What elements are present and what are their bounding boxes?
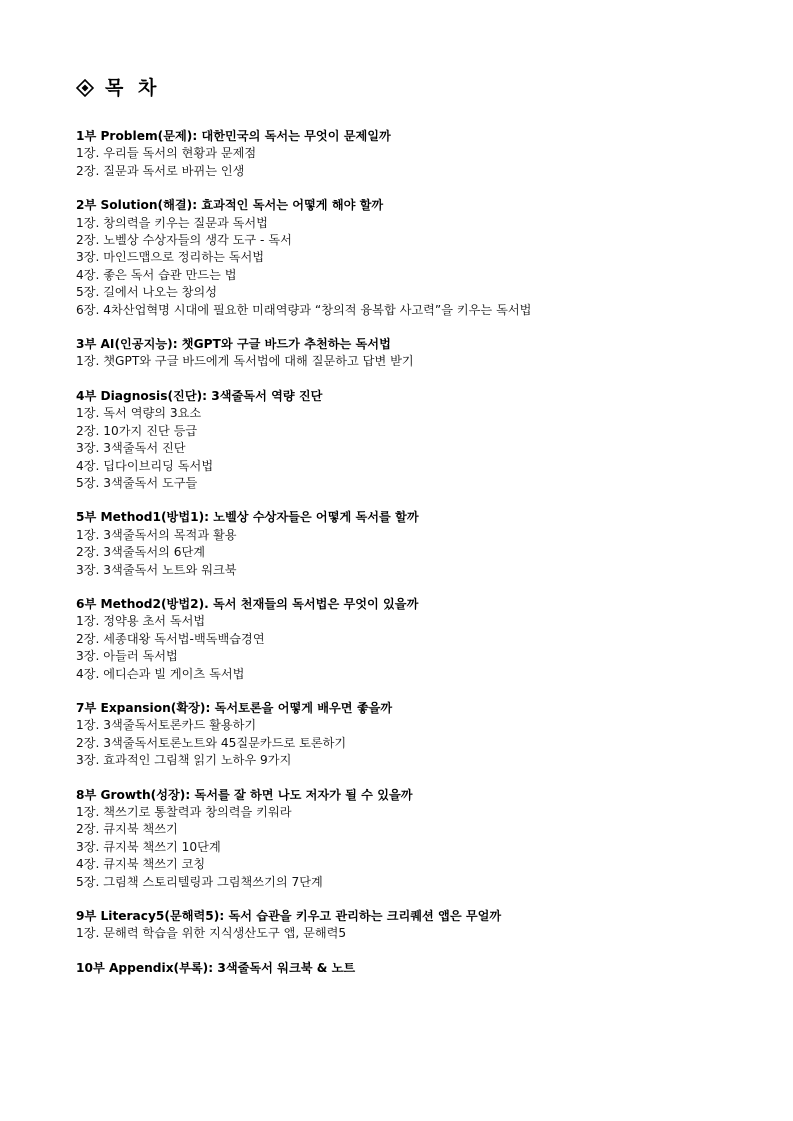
part-title: 8부 Growth(성장): 독서를 잘 하면 나도 저자가 될 수 있을까: [76, 787, 413, 802]
chapter-item: 3장. 효과적인 그림책 읽기 노하우 9가지: [76, 753, 292, 768]
toc-parts: [76, 128, 776, 977]
part-title: 2부 Solution(해결): 효과적인 독서는 어떻게 해야 할까: [76, 198, 384, 213]
chapter-item: 3장. 3색줄독서 진단: [76, 441, 186, 456]
chapter-item: 1장. 3색줄독서의 목적과 활용: [76, 527, 237, 542]
chapter-item: 3장. 아들러 독서법: [76, 649, 178, 664]
chapter-item: 1장. 문해력 학습을 위한 지식생산도구 앱, 문해력5: [76, 926, 347, 941]
toc-heading: [76, 72, 776, 104]
chapter-item: 5장. 그림책 스토리텔링과 그림책쓰기의 7단계: [76, 874, 323, 889]
part-title: 6부 Method2(방법2). 독서 천재들의 독서법은 무엇이 있을까: [76, 596, 419, 611]
toc-part: [76, 787, 776, 891]
chapter-item: 4장. 에디슨과 빌 게이츠 독서법: [76, 666, 245, 681]
chapter-item: 5장. 3색줄독서 도구들: [76, 475, 198, 490]
chapter-item: 3장. 3색줄독서 노트와 워크북: [76, 562, 237, 577]
toc-part: [76, 700, 776, 770]
chapter-item: 2장. 노벨상 수상자들의 생각 도구 - 독서: [76, 233, 292, 248]
chapter-item: 3장. 마인드맵으로 정리하는 독서법: [76, 250, 265, 265]
toc-part: [76, 336, 776, 371]
chapter-item: 2장. 3색줄독서의 6단계: [76, 545, 206, 560]
chapter-item: 1장. 창의력을 키우는 질문과 독서법: [76, 215, 268, 230]
toc-part: [76, 596, 776, 683]
part-title: 3부 AI(인공지능): 챗GPT와 구글 바드가 추천하는 독서법: [76, 337, 391, 352]
chapter-item: 6장. 4차산업혁명 시대에 필요한 미래역량과 “창의적 융복합 사고력”을 키우는 독서법: [76, 302, 532, 317]
toc-page: [76, 72, 776, 994]
chapter-item: 4장. 큐지북 책쓰기 코칭: [76, 857, 206, 872]
part-title: 9부 Literacy5(문해력5): 독서 습관을 키우고 관리하는 크리퀘션 앱은 무얼까: [76, 909, 502, 924]
toc-part: [76, 197, 776, 319]
chapter-item: 4장. 좋은 독서 습관 만드는 법: [76, 267, 237, 282]
part-title: 7부 Expansion(확장): 독서토론을 어떻게 배우면 좋을까: [76, 700, 393, 715]
chapter-item: 2장. 10가지 진단 등급: [76, 423, 198, 438]
part-title: 10부 Appendix(부록): 3색줄독서 워크북 & 노트: [76, 960, 356, 975]
diamond-icon: [76, 79, 94, 97]
chapter-item: 1장. 3색줄독서토론카드 활용하기: [76, 718, 257, 733]
toc-part: [76, 388, 776, 492]
part-title: 1부 Problem(문제): 대한민국의 독서는 무엇이 문제일까: [76, 129, 391, 143]
toc-part: [76, 908, 776, 943]
toc-part: [76, 509, 776, 579]
chapter-item: 1장. 독서 역량의 3요소: [76, 406, 202, 421]
chapter-item: 1장. 정약용 초서 독서법: [76, 614, 206, 629]
chapter-item: 1장. 우리들 독서의 현황과 문제점: [76, 146, 257, 161]
chapter-item: 5장. 길에서 나오는 창의성: [76, 285, 217, 300]
chapter-item: 2장. 질문과 독서로 바뀌는 인생: [76, 163, 245, 178]
part-title: 5부 Method1(방법1): 노벨상 수상자들은 어떻게 독서를 할까: [76, 510, 419, 525]
chapter-item: 3장. 큐지북 책쓰기 10단계: [76, 839, 221, 854]
chapter-item: 1장. 챗GPT와 구글 바드에게 독서법에 대해 질문하고 답변 받기: [76, 354, 414, 369]
chapter-item: 2장. 세종대왕 독서법-백독백습경연: [76, 631, 265, 646]
toc-part: [76, 128, 776, 180]
chapter-item: 2장. 큐지북 책쓰기: [76, 822, 178, 837]
toc-title: 목 차: [105, 77, 161, 99]
chapter-item: 1장. 책쓰기로 통찰력과 창의력을 키워라: [76, 805, 292, 819]
toc-part: [76, 960, 776, 977]
part-title: 4부 Diagnosis(진단): 3색줄독서 역량 진단: [76, 388, 323, 403]
chapter-item: 2장. 3색줄독서토론노트와 45질문카드로 토론하기: [76, 735, 347, 750]
chapter-item: 4장. 딥다이브리딩 독서법: [76, 458, 214, 473]
